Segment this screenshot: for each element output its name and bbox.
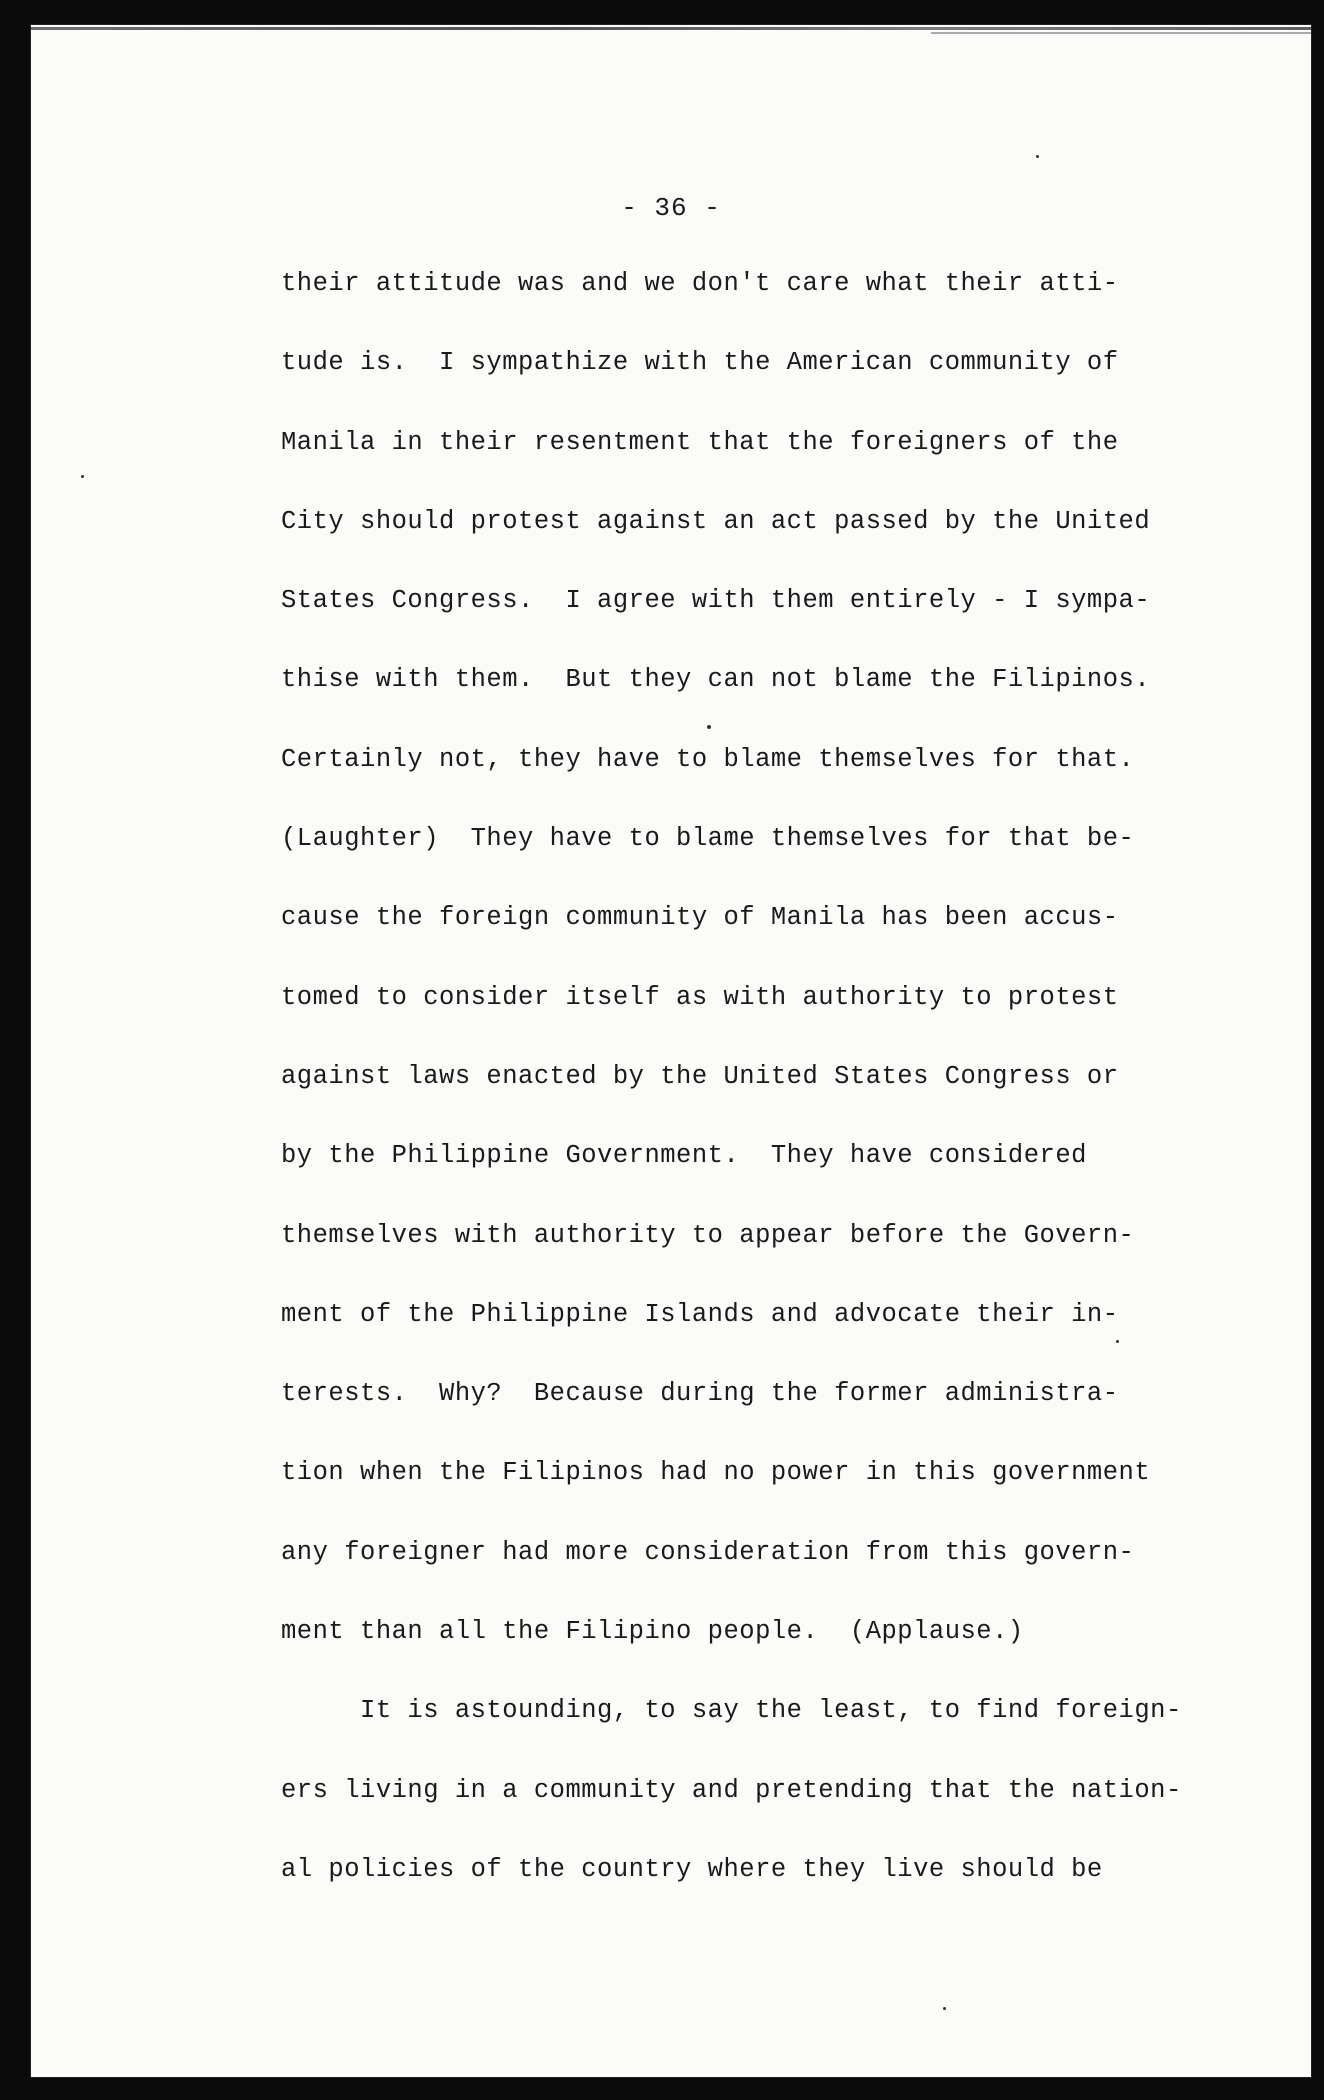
ink-speck: [1036, 155, 1039, 158]
text-line: ment than all the Filipino people. (Applause.): [281, 1617, 1024, 1647]
text-line: City should protest against an act passed by the United: [281, 506, 1151, 536]
ink-speck: [81, 475, 84, 478]
text-line: tude is. I sympathize with the American community of: [281, 348, 1119, 378]
text-line: Manila in their resentment that the foreigners of the: [281, 427, 1119, 457]
text-line: tomed to consider itself as with authority to protest: [281, 982, 1119, 1012]
text-line: al policies of the country where they live should be: [281, 1854, 1103, 1884]
top-rule-secondary: [931, 32, 1311, 34]
text-line: themselves with authority to appear before the Govern-: [281, 1220, 1135, 1250]
text-line: Certainly not, they have to blame themselves for that.: [281, 744, 1135, 774]
text-line: thise with them. But they can not blame the Filipinos.: [281, 665, 1151, 695]
text-line: tion when the Filipinos had no power in this government: [281, 1458, 1151, 1488]
text-line: cause the foreign community of Manila has been accus-: [281, 903, 1119, 933]
ink-speck: [943, 2007, 946, 2010]
text-line: any foreigner had more consideration from this govern-: [281, 1537, 1135, 1567]
text-line: It is astounding, to say the least, to find foreign-: [281, 1696, 1182, 1726]
top-rule: [31, 27, 1311, 30]
body-text: [281, 269, 1241, 1934]
document-page: [30, 24, 1312, 2078]
text-line: ment of the Philippine Islands and advocate their in-: [281, 1299, 1119, 1329]
text-line: against laws enacted by the United States Congress or: [281, 1061, 1119, 1091]
text-line: States Congress. I agree with them entirely - I sympa-: [281, 586, 1151, 616]
text-line: their attitude was and we don't care what their atti-: [281, 269, 1119, 298]
text-line: by the Philippine Government. They have considered: [281, 1141, 1087, 1171]
text-line: terests. Why? Because during the former administra-: [281, 1379, 1119, 1409]
text-line: ers living in a community and pretending that the nation-: [281, 1775, 1182, 1805]
text-line: (Laughter) They have to blame themselves for that be-: [281, 824, 1135, 854]
page-number: - 36 -: [621, 193, 721, 223]
